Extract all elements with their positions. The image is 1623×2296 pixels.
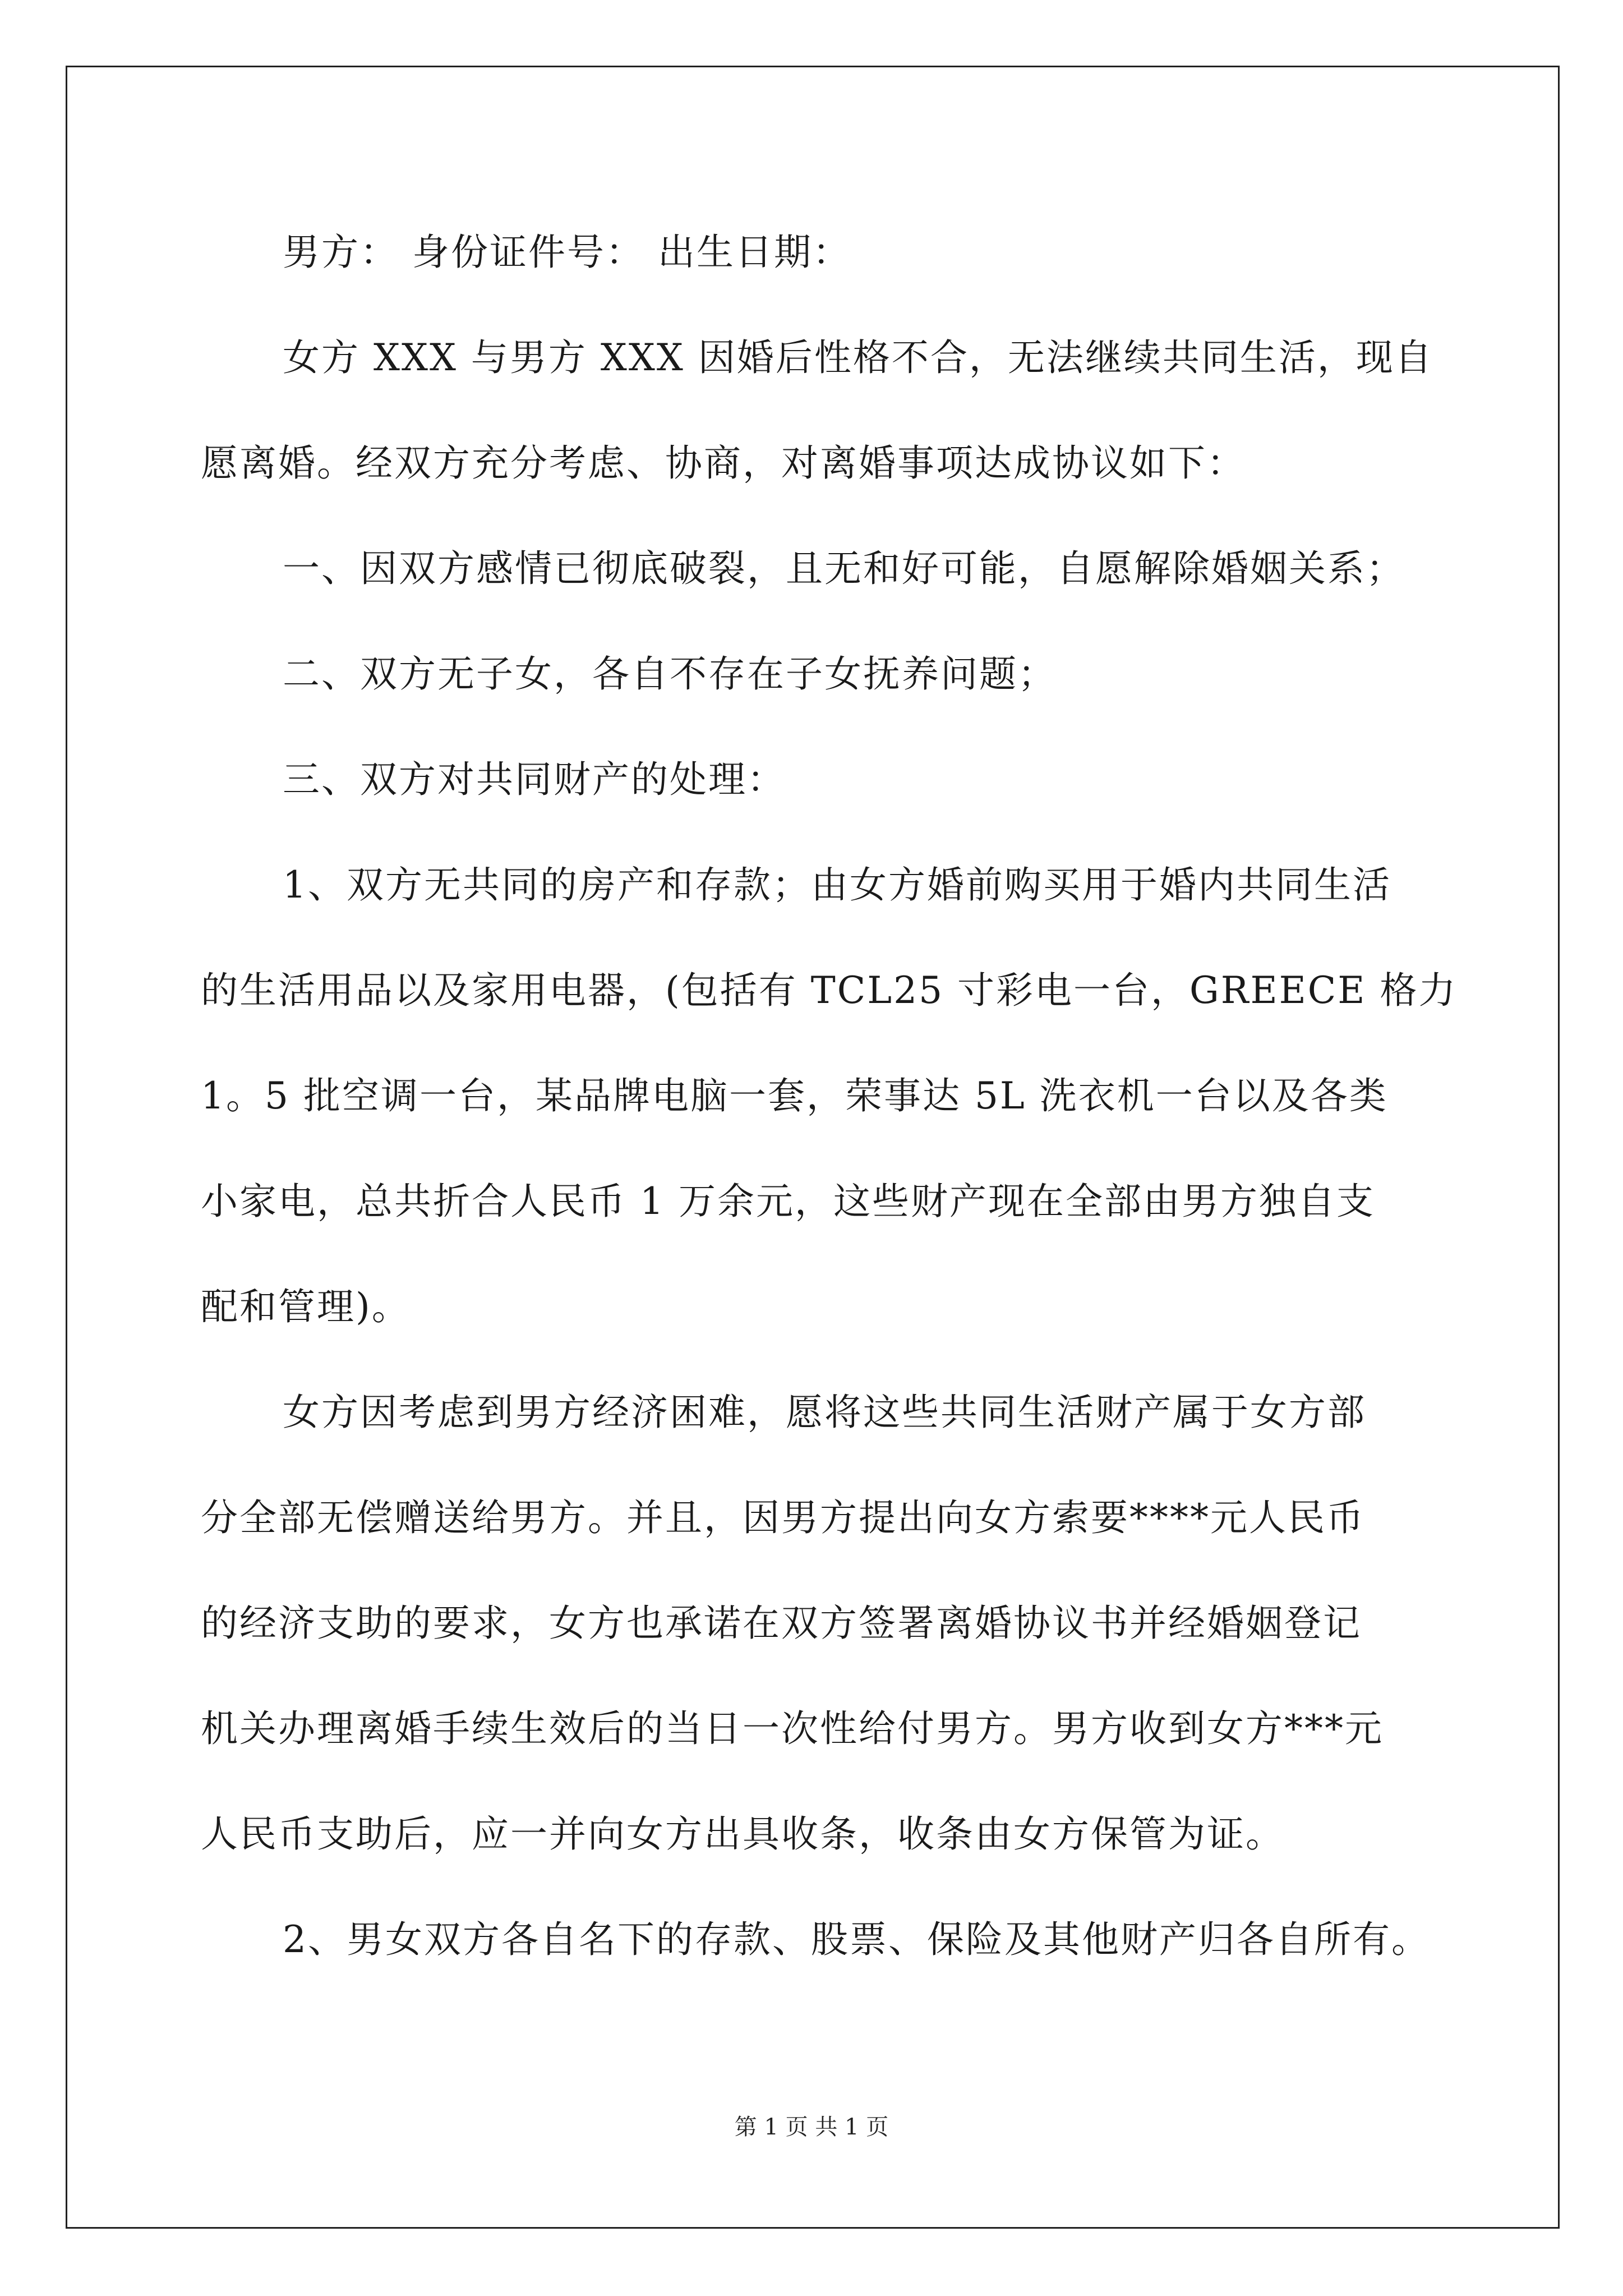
- party-info-line: 男方： 身份证件号： 出生日期：: [283, 231, 851, 274]
- paragraph-line: 女方 XXX 与男方 XXX 因婚后性格不合，无法继续共同生活，现自: [283, 336, 1433, 379]
- paragraph-line: 的经济支助的要求，女方也承诺在双方签署离婚协议书并经婚姻登记: [201, 1602, 1362, 1645]
- paragraph-line: 人民币支助后，应一并向女方出具收条，收条由女方保管为证。: [201, 1812, 1284, 1856]
- page-number-footer: 第 1 页 共 1 页: [734, 2114, 889, 2140]
- paragraph-line: 的生活用品以及家用电器，(包括有 TCL25 寸彩电一台，GREECE 格力: [201, 969, 1458, 1012]
- clause-three: 三、双方对共同财产的处理：: [283, 758, 786, 801]
- paragraph-line: 2、男女双方各自名下的存款、股票、保险及其他财产归各自所有。: [283, 1918, 1430, 1961]
- clause-one: 一、因双方感情已彻底破裂，且无和好可能，自愿解除婚姻关系；: [283, 547, 1405, 590]
- paragraph-line: 分全部无偿赠送给男方。并且，因男方提出向女方索要****元人民币: [201, 1496, 1365, 1539]
- paragraph-line: 机关办理离婚手续生效后的当日一次性给付男方。男方收到女方***元: [201, 1707, 1384, 1750]
- paragraph-line: 小家电，总共折合人民币 1 万余元，这些财产现在全部由男方独自支: [201, 1180, 1375, 1223]
- paragraph-line: 1。5 批空调一台，某品牌电脑一套，荣事达 5L 洗衣机一台以及各类: [201, 1074, 1388, 1117]
- clause-two: 二、双方无子女，各自不存在子女抚养问题；: [283, 652, 1057, 696]
- paragraph-line: 1、双方无共同的房产和存款；由女方婚前购买用于婚内共同生活: [283, 863, 1391, 907]
- paragraph-line: 配和管理)。: [201, 1285, 411, 1328]
- page-border: [66, 66, 1560, 2229]
- paragraph-line: 愿离婚。经双方充分考虑、协商，对离婚事项达成协议如下：: [201, 441, 1246, 485]
- paragraph-line: 女方因考虑到男方经济困难，愿将这些共同生活财产属于女方部: [283, 1391, 1366, 1434]
